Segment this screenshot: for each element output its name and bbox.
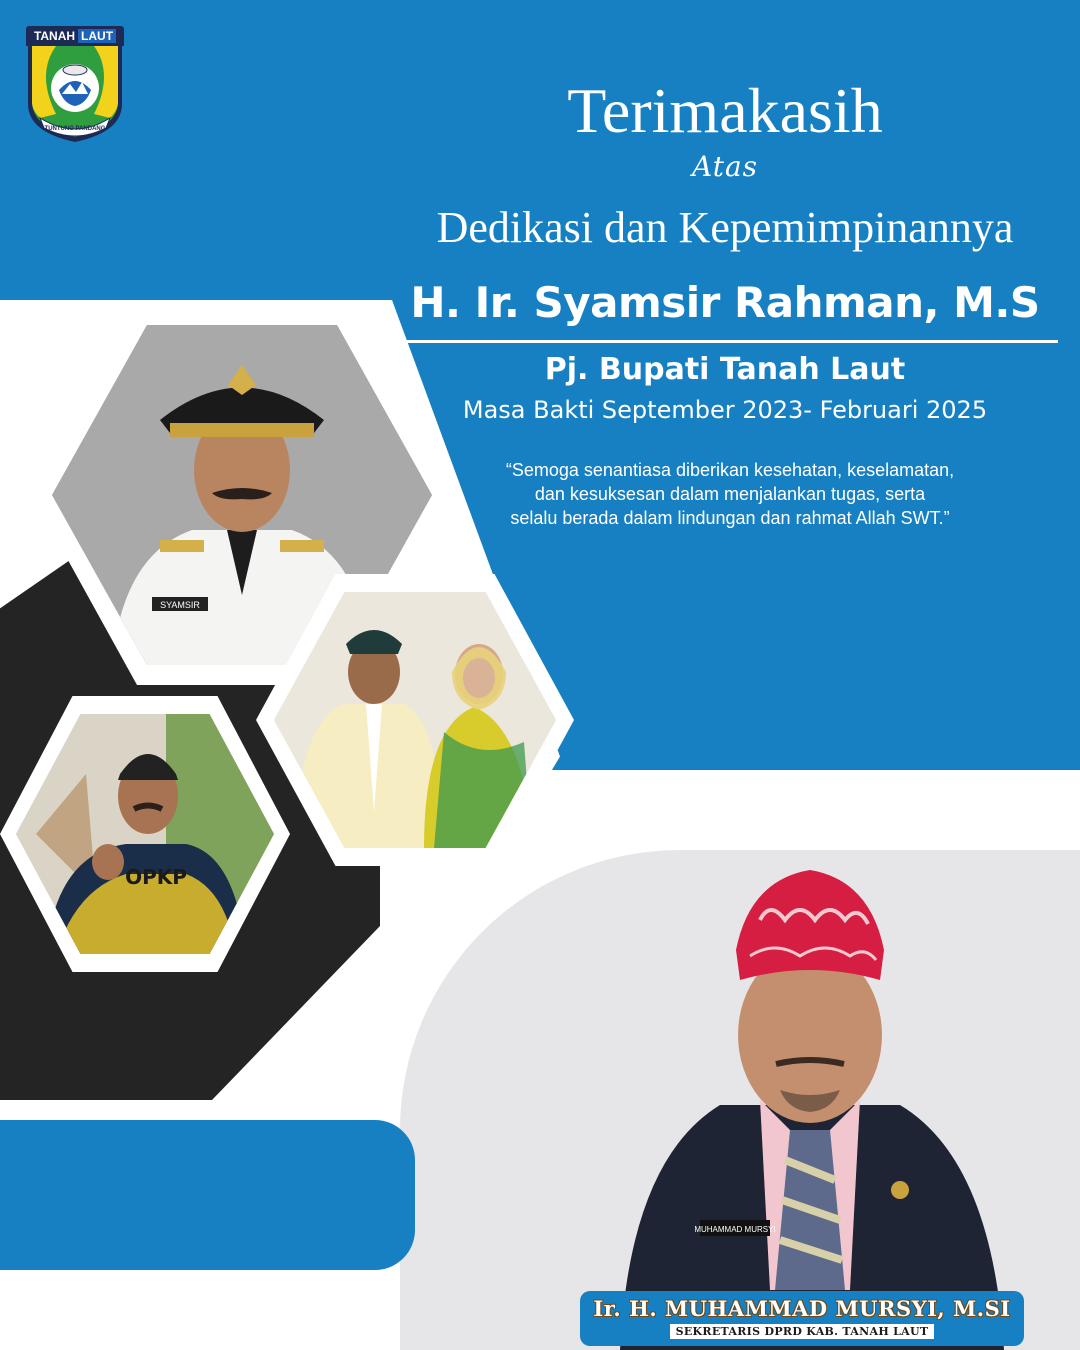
logo-motto: TUNTUNG PANDANG [44, 126, 106, 132]
service-term: Masa Bakti September 2023- Februari 2025 [462, 396, 988, 424]
honoree-position: Pj. Bupati Tanah Laut [544, 352, 906, 387]
logo-motto-ribbon [26, 44, 124, 142]
honoree-name: H. Ir. Syamsir Rahman, M.S [410, 278, 1040, 327]
secretary-portrait [600, 860, 1020, 1350]
thanks-heading: Terimakasih [567, 75, 883, 146]
tanah-laut-logo [26, 26, 124, 142]
uniform-nametag: SYAMSIR [160, 600, 200, 610]
quote-line: selalu berada dalam lindungan dan rahmat Allah SWT.” [510, 508, 950, 528]
logo-word-left: TANAH [33, 29, 76, 43]
logo-word-right: LAUT [78, 29, 116, 43]
jersey-text: OPKP [125, 865, 187, 889]
blue-bottom-tab [0, 1120, 415, 1270]
dedication-heading: Dedikasi dan Kepemimpinannya [436, 203, 1014, 252]
for-script-text: Atas [691, 150, 759, 183]
quote-line: “Semoga senantiasa diberikan kesehatan, keselamatan, [505, 460, 955, 480]
sender-name: Ir. H. MUHAMMAD MURSYI, M.SI [593, 1296, 1011, 1321]
sender-title: SEKRETARIS DPRD KAB. TANAH LAUT [670, 1324, 934, 1339]
quote-line: dan kesuksesan dalam menjalankan tugas, serta [534, 484, 926, 504]
portrait-nametag: MUHAMMAD MURSYI [694, 1225, 776, 1234]
name-underline-divider [393, 340, 1058, 343]
logo-wordmark [26, 26, 124, 46]
blessing-quote [440, 458, 1020, 530]
